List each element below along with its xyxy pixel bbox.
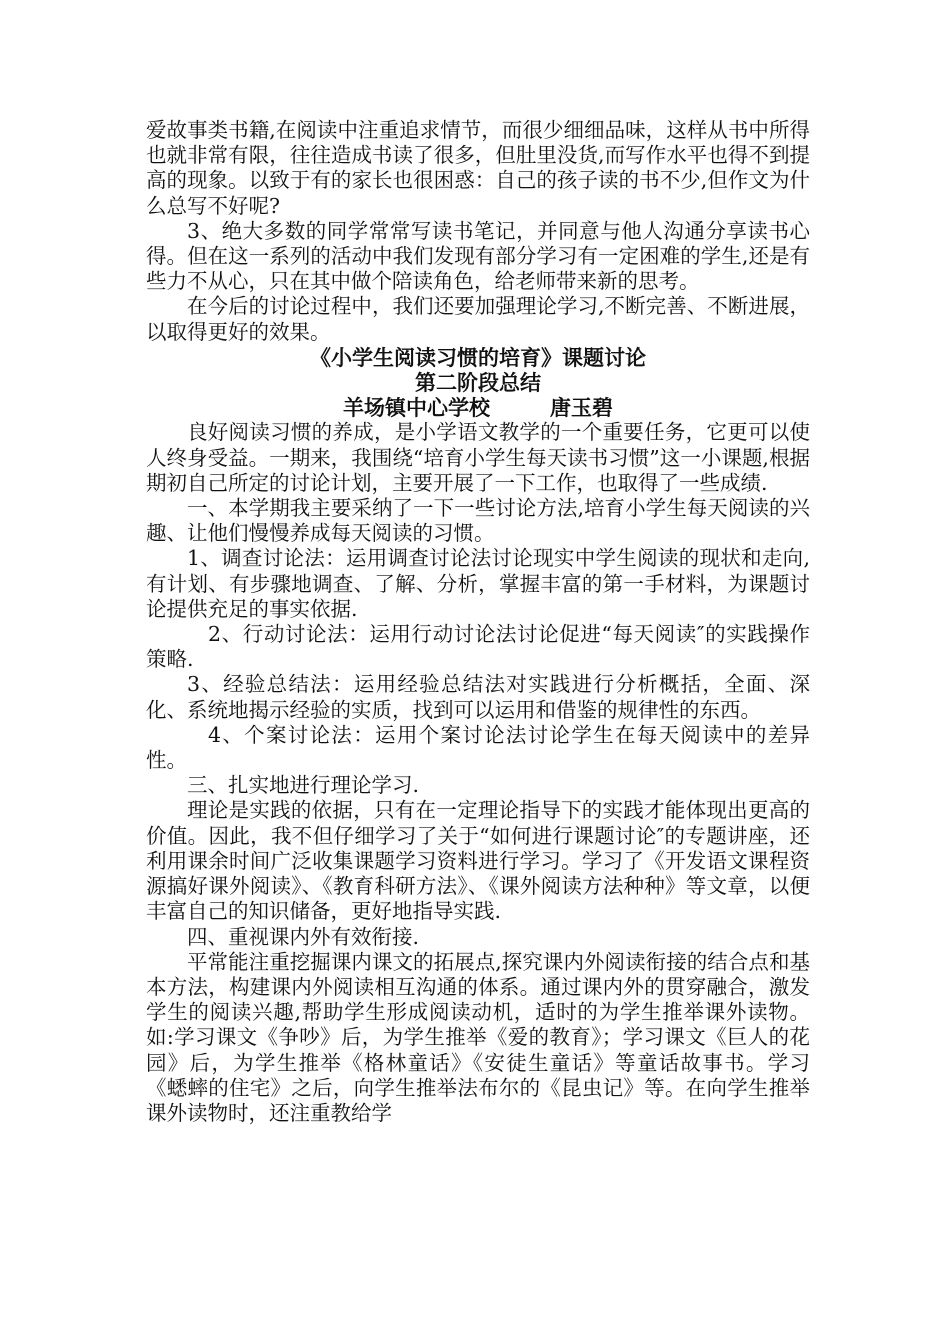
section-4-paragraph: 平常能注重挖掘课内课文的拓展点,探究课内外阅读衔接的结合点和基本方法，构建课内外阅读相互沟通的体系。通过课内外的贯穿融合，激发学生的阅读兴趣,帮助学生形成阅读动机，适时的为学生推举课外读物。如:学习课文《争吵》后，为学生推举《爱的教育》；学习课文《巨人的花园》后，为学生推举《格林童话》《安徒生童话》等童话故事书。学习《蟋蟀的住宅》之后，向学生推举法布尔的《昆虫记》等。在向学生推举课外读物时，还注重教给学 xyxy=(146,949,810,1125)
method-4-paragraph: 4、个案讨论法：运用个案讨论法讨论学生在每天阅读中的差异性。 xyxy=(146,722,810,773)
intro-paragraph-3: 在今后的讨论过程中，我们还要加强理论学习,不断完善、不断进展，以取得更好的效果。 xyxy=(146,294,810,344)
section-4-heading: 四、重视课内外有效衔接. xyxy=(187,924,420,949)
body-paragraph-2: 一、本学期我主要采纳了一下一些讨论方法,培育小学生每天阅读的兴趣、让他们慢慢养成每天阅读的习惯。 xyxy=(146,496,810,546)
method-3-paragraph: 3、经验总结法：运用经验总结法对实践进行分析概括，全面、深化、系统地揭示经验的实质，找到可以运用和借鉴的规律性的东西。 xyxy=(146,672,810,722)
byline xyxy=(146,395,810,420)
document-title-line2: 第二阶段总结 xyxy=(415,370,541,396)
document-page xyxy=(146,118,810,1126)
method-2-paragraph: 2、行动讨论法：运用行动讨论法讨论促进“每天阅读″的实践操作策略. xyxy=(146,622,810,672)
school-name: 羊场镇中心学校 xyxy=(343,395,490,421)
method-1-paragraph: 1、调查讨论法：运用调查讨论法讨论现实中学生阅读的现状和走向,有计划、有步骤地调查、了解、分析，掌握丰富的第一手材料，为课题讨论提供充足的事实依据. xyxy=(146,546,810,621)
document-title-line1: 《小学生阅读习惯的培育》课题讨论 xyxy=(310,344,646,370)
author-name: 唐玉碧 xyxy=(550,395,613,421)
intro-paragraph-2: 3、绝大多数的同学常常写读书笔记，并同意与他人沟通分享读书心得。但在这一系列的活动中我们发现有部分学习有一定困难的学生,还是有些力不从心，只在其中做个陪读角色，给老师带来新的思考。 xyxy=(146,218,810,294)
section-3-heading: 三、扎实地进行理论学习. xyxy=(187,773,420,798)
body-paragraph-1: 良好阅读习惯的养成，是小学语文教学的一个重要任务，它更可以使人终身受益。一期来，我围绕“培育小学生每天读书习惯”这一小课题,根据期初自己所定的讨论计划，主要开展了一下工作，也取得了一些成绩. xyxy=(146,420,810,495)
section-3-paragraph: 理论是实践的依据，只有在一定理论指导下的实践才能体现出更高的价值。因此，我不但仔细学习了关于“如何进行课题讨论″的专题讲座，还利用课余时间广泛收集课题学习资料进行学习。学习了《开发语文课程资源搞好课外阅读》、《教育科研方法》、《课外阅读方法种种》等文章，以便丰富自己的知识储备，更好地指导实践. xyxy=(146,798,810,924)
intro-paragraph-1: 爱故事类书籍,在阅读中注重追求情节，而很少细细品味，这样从书中所得也就非常有限，往往造成书读了很多，但肚里没货,而写作水平也得不到提高的现象。以致于有的家长也很困惑：自己的孩子读的书不少,但作文为什么总写不好呢? xyxy=(146,118,810,218)
